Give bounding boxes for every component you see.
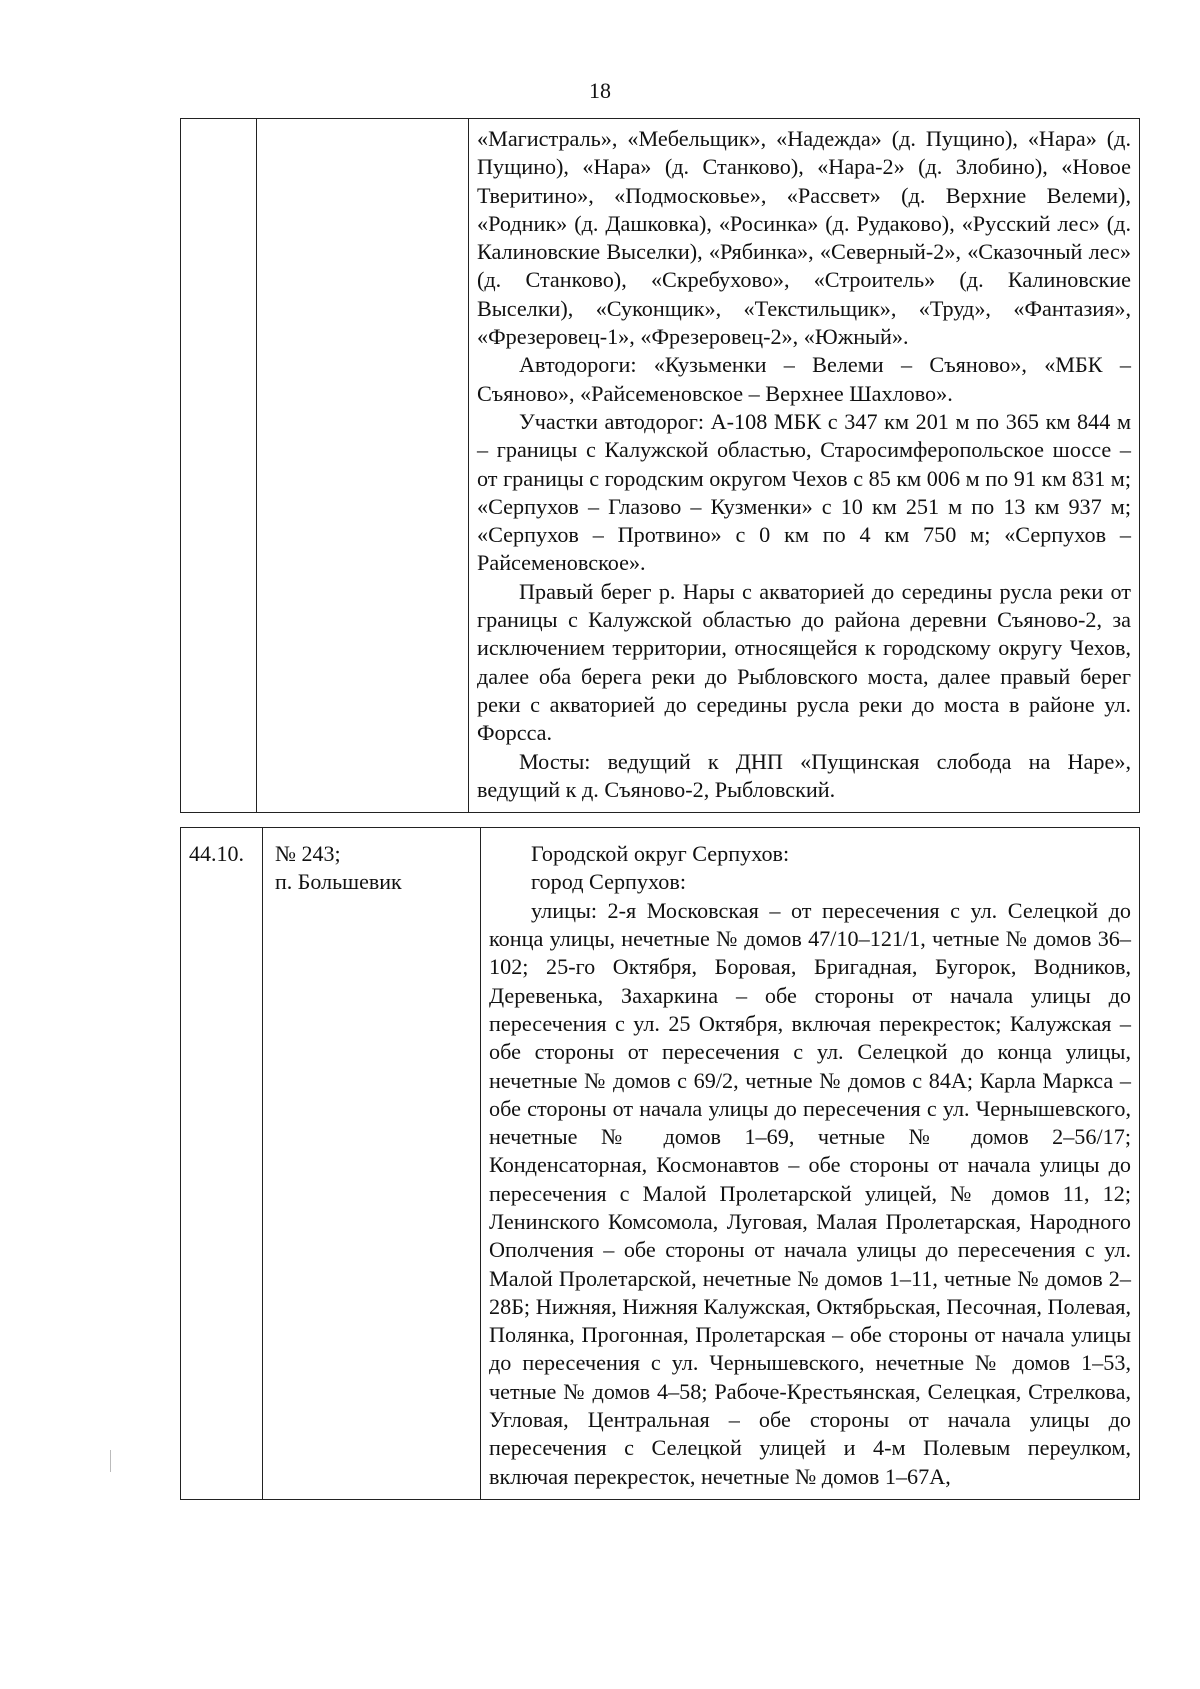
district-name-cell [257,119,469,812]
district-name-cell [263,828,481,1499]
boundary-description-cell [469,119,1139,812]
boundary-paragraph: Автодороги: «Кузьменки – Велеми – Съяново», «МБК – Съяново», «Райсеменовское – Верхнее Шахлово». [477,352,1131,406]
table-row [180,118,1140,813]
boundary-paragraph: улицы: 2-я Московская – от пересечения с ул. Селецкой до конца улицы, нечетные № домов 47/10–121/1, четные № домов 36–102; 25-го Октября, Боровая, Бригадная, Бугорок, Водников, Деревенька, Захаркина – обе стороны от начала улицы до пересечения с ул. 25 Октября, включая перекресток; Калужская – обе стороны от пересечения с ул. Селецкой до конца улицы, нечетные № домов с 69/2, четные № домов с 84А; Карла Маркса – обе стороны от начала улицы до пересечения с ул. Чернышевского, нечетные № домов 1–69, четные № домов 2–56/17; Конденсаторная, Космонавтов – обе стороны от начала улицы до пересечения с Малой Пролетарской улицей, № домов 11, 12; Ленинского Комсомола, Луговая, Малая Пролетарская, Народного Ополчения – обе стороны от начала улицы до пересечения с ул. Малой Пролетарской, нечетные № домов 1–11, четные № домов 2–28Б; Нижняя, Нижняя Калужская, Октябрьская, Песочная, Полевая, Полянка, Прогонная, Пролетарская – обе стороны от начала улицы до пересечения с ул. Чернышевского, нечетные № домов 1–53, четные № домов 4–58; Рабоче-Крестьянская, Селецкая, Стрелкова, Угловая, Центральная – обе стороны от начала улицы до пересечения с Селецкой улицей и 4-м Полевым переулком, включая перекресток, нечетные № домов 1–67А, [489,897,1131,1489]
row-number: 44.10. [189,841,244,867]
boundary-description-cell [481,828,1139,1499]
boundary-paragraph: Городской округ Серпухов: [531,841,790,867]
boundary-paragraph: Участки автодорог: А-108 МБК с 347 км 201 м по 365 км 844 м – границы с Калужской областью, Старосимферопольское шоссе – от границы с городским округом Чехов с 85 км 006 м по 91 км 831 м; «Серпухов – Глазово – Кузменки» с 10 км 251 м по 13 км 937 м; «Серпухов – Протвино» с 0 км по 4 км 750 м; «Серпухов – Райсеменовское». [477,408,1131,576]
district-table [180,118,1140,1500]
scan-margin-mark [110,1450,111,1472]
boundary-paragraph: Мосты: ведущий к ДНП «Пущинская слобода на Наре», ведущий к д. Съяново-2, Рыбловский. [477,748,1131,802]
page-number: 18 [589,78,611,103]
boundary-paragraph: город Серпухов: [531,869,686,895]
table-row [180,827,1140,1500]
boundary-paragraph: «Магистраль», «Мебельщик», «Надежда» (д. Пущино), «Нара» (д. Пущино), «Нара» (д. Станково), «Нара-2» (д. Злобино), «Новое Тверитино», «Подмосковье», «Рассвет» (д. Верхние Велеми), «Родник» (д. Дашковка), «Росинка» (д. Рудаково), «Русский лес» (д. Калиновские Выселки), «Рябинка», «Северный-2», «Сказочный лес» (д. Станково), «Скребухово», «Строитель» (д. Калиновские Выселки), «Суконщик», «Текстильщик», «Труд», «Фантазия», «Фрезеровец-1», «Фрезеровец-2», «Южный». [477,126,1131,350]
district-name: № 243; п. Большевик [275,841,402,895]
row-number-cell [181,828,263,1499]
boundary-paragraph: Правый берег р. Нары с акваторией до середины русла реки от границы с Калужской областью до района деревни Съяново-2, за исключением территории, относящейся к городскому округу Чехов, далее оба берега реки до Рыбловского моста, далее правый берег реки с акваторией до середины русла реки до моста в районе ул. Форсса. [477,578,1131,746]
row-number-cell [181,119,257,812]
